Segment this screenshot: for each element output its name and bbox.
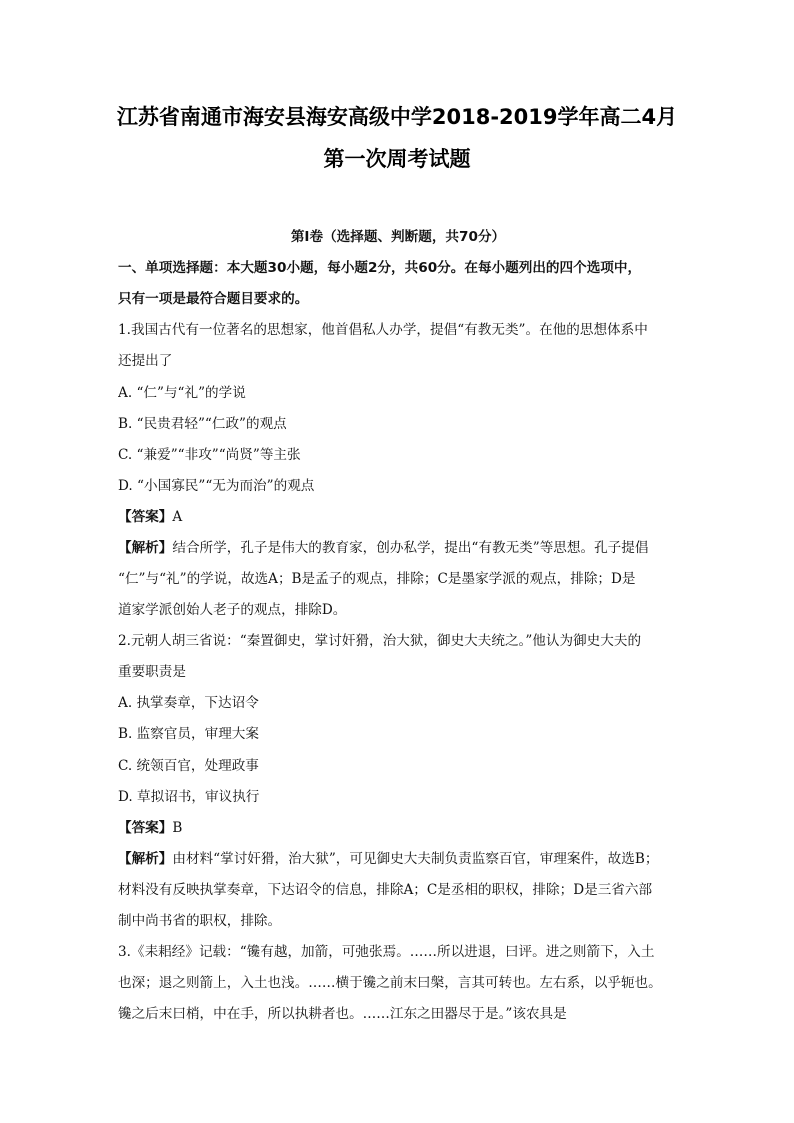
question-1-stem: 还提出了	[118, 353, 173, 369]
question-3-stem: 镵之后末曰梢，中在手，所以执耕者也。……江东之田器尽于是。”该农具是	[118, 1006, 567, 1022]
answer-tag: 【答案】	[118, 509, 173, 525]
question-1-option-a: A. “仁”与“礼”的学说	[118, 385, 246, 401]
document-title-line2: 第一次周考试题	[323, 147, 471, 171]
question-1-option-b: B. “民贵君轻”“仁政”的观点	[118, 416, 287, 432]
question-1-stem: 1.我国古代有一位著名的思想家，他首倡私人办学，提倡“有教无类”。在他的思想体系中	[118, 322, 648, 338]
question-2-analysis: 制中尚书省的职权，排除。	[118, 913, 282, 929]
question-1-analysis	[118, 539, 678, 557]
question-3-stem: 也深；退之则箭上，入土也浅。……横于镵之前末曰槃，言其可转也。左右系，以乎轭也。	[118, 975, 662, 991]
answer-value: A	[172, 509, 183, 525]
question-2-option-b: B. 监察官员，审理大案	[118, 726, 259, 742]
question-2-analysis: 材料没有反映执掌奏章，下达诏令的信息，排除A；C是丞相的职权，排除；D是三省六部	[118, 882, 653, 898]
analysis-tag: 【解析】	[118, 851, 173, 867]
question-1-analysis: “仁”与“礼”的学说，故选A；B是孟子的观点，排除；C是墨家学派的观点，排除；D是	[118, 571, 636, 587]
analysis-tag: 【解析】	[118, 540, 173, 556]
question-1-analysis: 道家学派创始人老子的观点，排除D。	[118, 602, 347, 618]
analysis-text: 结合所学，孔子是伟大的教育家，创办私学，提出“有教无类”等思想。孔子提倡	[172, 540, 649, 556]
question-2-analysis	[118, 850, 678, 868]
section-heading: 第Ⅰ卷（选择题、判断题，共70分）	[290, 229, 506, 245]
question-1-option-c: C. “兼爱”“非攻”“尚贤”等主张	[118, 447, 301, 463]
analysis-text: 由材料“掌讨奸猾，治大狱”，可见御史大夫制负责监察百官，审理案件，故选B；	[172, 851, 659, 867]
question-1-answer	[118, 508, 678, 526]
question-2-stem: 2.元朝人胡三省说：“秦置御史，掌讨奸猾，治大狱，御史大夫统之。”他认为御史大夫的	[118, 633, 642, 649]
question-2-option-d: D. 草拟诏书，审议执行	[118, 789, 260, 805]
instructions-line: 只有一项是最符合题目要求的。	[118, 291, 309, 307]
answer-value: B	[172, 820, 183, 836]
question-2-stem: 重要职责是	[118, 664, 186, 680]
question-2-option-a: A. 执掌奏章，下达诏令	[118, 695, 259, 711]
question-2-option-c: C. 统领百官，处理政事	[118, 758, 259, 774]
question-2-answer	[118, 819, 678, 837]
question-1-option-d: D. “小国寡民”“无为而治”的观点	[118, 478, 315, 494]
instructions-line: 一、单项选择题：本大题30小题，每小题2分，共60分。在每小题列出的四个选项中，	[118, 260, 642, 276]
document-title-line1: 江苏省南通市海安县海安高级中学2018-2019学年高二4月	[116, 105, 678, 129]
question-3-stem: 3.《耒耜经》记载：“镵有越，加箭，可弛张焉。……所以进退，曰评。进之则箭下，入土	[118, 944, 655, 960]
answer-tag: 【答案】	[118, 820, 173, 836]
